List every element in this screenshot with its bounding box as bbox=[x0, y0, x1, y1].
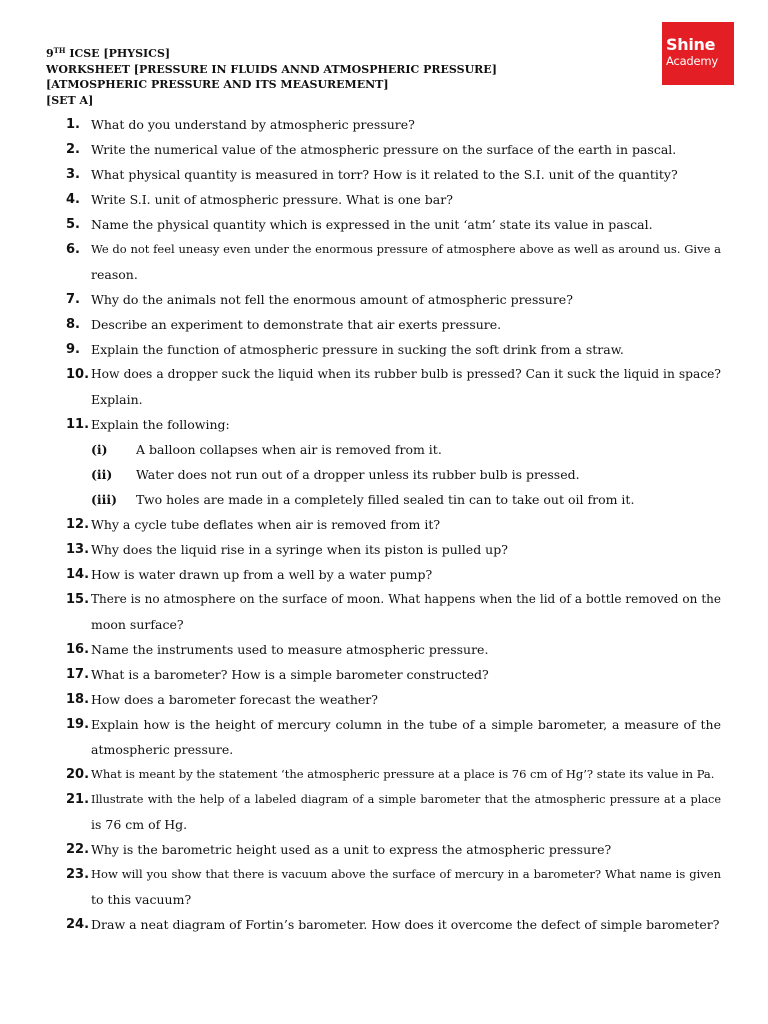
sub-item-label: (i) bbox=[91, 442, 108, 457]
question-text: There is no atmosphere on the surface of moon. What happens when the lid of a bottle removed on the bbox=[91, 592, 721, 606]
question-number: 21. bbox=[66, 792, 90, 807]
question-number: 3. bbox=[66, 167, 80, 182]
question-number: 18. bbox=[66, 692, 90, 707]
question-text-continuation: is 76 cm of Hg. bbox=[91, 817, 188, 832]
question-number: 19. bbox=[66, 717, 90, 732]
question-text: Explain the following: bbox=[91, 417, 230, 432]
question-text: How will you show that there is vacuum above the surface of mercury in a barometer? What name is given bbox=[91, 867, 721, 881]
question-text: How is water drawn up from a well by a water pump? bbox=[91, 567, 433, 582]
grade-number: 9 bbox=[46, 47, 54, 60]
question-text: Name the physical quantity which is expressed in the unit ‘atm’ state its value in pascal. bbox=[91, 217, 653, 232]
question-text: Why does the liquid rise in a syringe when its piston is pulled up? bbox=[91, 542, 508, 557]
question-number: 12. bbox=[66, 517, 90, 532]
question-number: 4. bbox=[66, 192, 80, 207]
question-text: How does a dropper suck the liquid when its rubber bulb is pressed? Can it suck the liquid in space? bbox=[91, 367, 721, 381]
question-text: Why is the barometric height used as a unit to express the atmospheric pressure? bbox=[91, 842, 612, 857]
sub-item-label: (ii) bbox=[91, 467, 113, 482]
question-number: 2. bbox=[66, 142, 80, 157]
question-text-continuation: reason. bbox=[91, 267, 138, 282]
question-text: What is a barometer? How is a simple barometer constructed? bbox=[91, 667, 489, 682]
question-number: 8. bbox=[66, 317, 80, 332]
sub-item-text: A balloon collapses when air is removed from it. bbox=[136, 442, 442, 457]
question-number: 22. bbox=[66, 842, 90, 857]
sub-item-label: (iii) bbox=[91, 492, 118, 507]
question-text-continuation: atmospheric pressure. bbox=[91, 742, 234, 757]
question-text: We do not feel uneasy even under the enormous pressure of atmosphere above as well as around us. Give a bbox=[91, 242, 721, 256]
question-number: 11. bbox=[66, 417, 90, 432]
question-number: 6. bbox=[66, 242, 80, 257]
grade-superscript: TH bbox=[53, 46, 66, 55]
question-text: Write S.I. unit of atmospheric pressure. What is one bar? bbox=[91, 192, 453, 207]
question-number: 13. bbox=[66, 542, 90, 557]
grade-subject-line bbox=[46, 46, 497, 62]
question-text-continuation: moon surface? bbox=[91, 617, 184, 632]
sub-item-text: Two holes are made in a completely filled sealed tin can to take out oil from it. bbox=[136, 492, 635, 507]
subject-label: ICSE [PHYSICS] bbox=[65, 47, 171, 60]
question-number: 20. bbox=[66, 767, 90, 782]
question-text: What physical quantity is measured in torr? How is it related to the S.I. unit of the quantity? bbox=[91, 167, 678, 182]
worksheet-topic: [ATMOSPHERIC PRESSURE AND ITS MEASUREMENT] bbox=[46, 78, 389, 91]
question-number: 14. bbox=[66, 567, 90, 582]
question-text: How does a barometer forecast the weather? bbox=[91, 692, 378, 707]
sub-item-text: Water does not run out of a dropper unless its rubber bulb is pressed. bbox=[136, 467, 580, 482]
question-text: Why a cycle tube deflates when air is removed from it? bbox=[91, 517, 441, 532]
question-number: 1. bbox=[66, 117, 80, 132]
question-text: Why do the animals not fell the enormous amount of atmospheric pressure? bbox=[91, 292, 573, 307]
question-text: Draw a neat diagram of Fortin’s barometer. How does it overcome the defect of simple barometer? bbox=[91, 917, 720, 932]
worksheet-header bbox=[46, 46, 497, 108]
question-text-continuation: to this vacuum? bbox=[91, 892, 192, 907]
shine-academy-logo bbox=[662, 22, 734, 85]
question-number: 9. bbox=[66, 342, 80, 357]
question-text: Describe an experiment to demonstrate that air exerts pressure. bbox=[91, 317, 502, 332]
question-text: Explain how is the height of mercury column in the tube of a simple barometer, a measure of the bbox=[91, 717, 721, 732]
question-text: Illustrate with the help of a labeled diagram of a simple barometer that the atmospheric pressure at a place bbox=[91, 793, 721, 806]
question-text: Name the instruments used to measure atmospheric pressure. bbox=[91, 642, 489, 657]
question-text-continuation: Explain. bbox=[91, 392, 143, 407]
question-number: 10. bbox=[66, 367, 90, 382]
question-text: Write the numerical value of the atmospheric pressure on the surface of the earth in pascal. bbox=[91, 142, 677, 157]
question-number: 15. bbox=[66, 592, 90, 607]
question-text: Explain the function of atmospheric pressure in sucking the soft drink from a straw. bbox=[91, 342, 624, 357]
question-number: 23. bbox=[66, 867, 90, 882]
question-number: 5. bbox=[66, 217, 80, 232]
question-number: 24. bbox=[66, 917, 90, 932]
question-text: What do you understand by atmospheric pressure? bbox=[91, 117, 415, 132]
logo-line-1: Shine bbox=[666, 35, 716, 54]
worksheet-title: WORKSHEET [PRESSURE IN FLUIDS ANND ATMOSPHERIC PRESSURE] bbox=[46, 62, 497, 76]
worksheet-set: [SET A] bbox=[46, 93, 94, 107]
question-number: 16. bbox=[66, 642, 90, 657]
question-number: 17. bbox=[66, 667, 90, 682]
question-number: 7. bbox=[66, 292, 80, 307]
logo-line-2: Academy bbox=[666, 54, 719, 68]
question-text: What is meant by the statement ‘the atmospheric pressure at a place is 76 cm of Hg’? state its value in Pa. bbox=[91, 767, 715, 781]
